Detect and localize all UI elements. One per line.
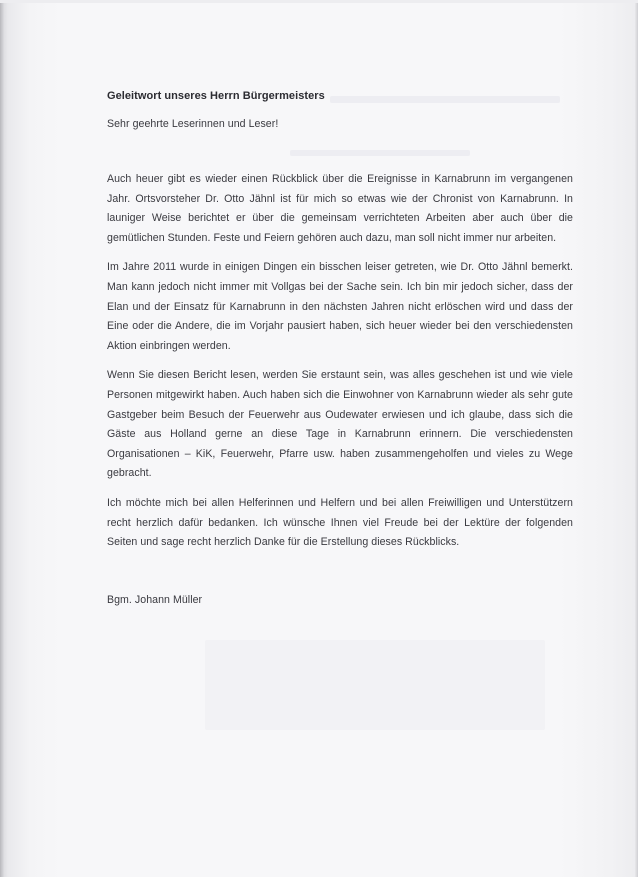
salutation: Sehr geehrte Leserinnen und Leser! (107, 118, 279, 130)
show-through-smudge (205, 640, 545, 730)
letter-body (107, 88, 573, 608)
paragraph: Auch heuer gibt es wieder einen Rückblick über die Ereignisse in Karnabrunn im vergangenen Jahr. Ortsvorsteher Dr. Otto Jähnl ist für mich so etwas wie der Chronist von Karnabrunn. In launiger Weise berichtet er über die gemeinsam verrichteten Arbeiten aber auch über die gemütlichen Stunden. Feste und Feiern gehören auch dazu, man soll nicht immer nur arbeiten. (107, 173, 573, 244)
paragraph: Wenn Sie diesen Bericht lesen, werden Sie erstaunt sein, was alles geschehen ist und wie viele Personen mitgewirkt haben. Auch haben sich die Einwohner von Karnabrunn wieder als sehr gute Gastgeber beim Besuch der Feuerwehr aus Oudewater erwiesen und ich glaube, dass sich die Gäste aus Holland gerne an diese Tage in Karnabrunn erinnern. Die verschiedensten Organisationen – KiK, Feuerwehr, Pfarre usw. haben zusammengeholfen und vieles zu Wege gebracht. (107, 369, 573, 480)
page-top-edge (0, 0, 638, 3)
signature: Bgm. Johann Müller (107, 593, 203, 606)
paragraph: Ich möchte mich bei allen Helferinnen und Helfern und bei allen Freiwilligen und Unterstützern recht herzlich dafür bedanken. Ich wünsche Ihnen viel Freude bei der Lektüre der folgenden Seiten und sage recht herzlich Danke für die Erstellung dieses Rückblicks. (107, 496, 573, 549)
paragraph: Im Jahre 2011 wurde in einigen Dingen ein bisschen leiser getreten, wie Dr. Otto Jähnl bemerkt. Man kann jedoch nicht immer mit Vollgas bei der Sache sein. Ich bin mir jedoch sicher, dass der Elan und der Einsatz für Karnabrunn in den nächsten Jahren nicht erlöschen wird und dass der Eine oder die Andere, die im Vorjahr pausiert haben, sich heuer wieder bei den verschiedensten Aktion einbringen werden. (107, 261, 573, 352)
document-title: Geleitwort unseres Herrn Bürgermeisters (107, 90, 325, 102)
page-left-edge (0, 0, 4, 877)
